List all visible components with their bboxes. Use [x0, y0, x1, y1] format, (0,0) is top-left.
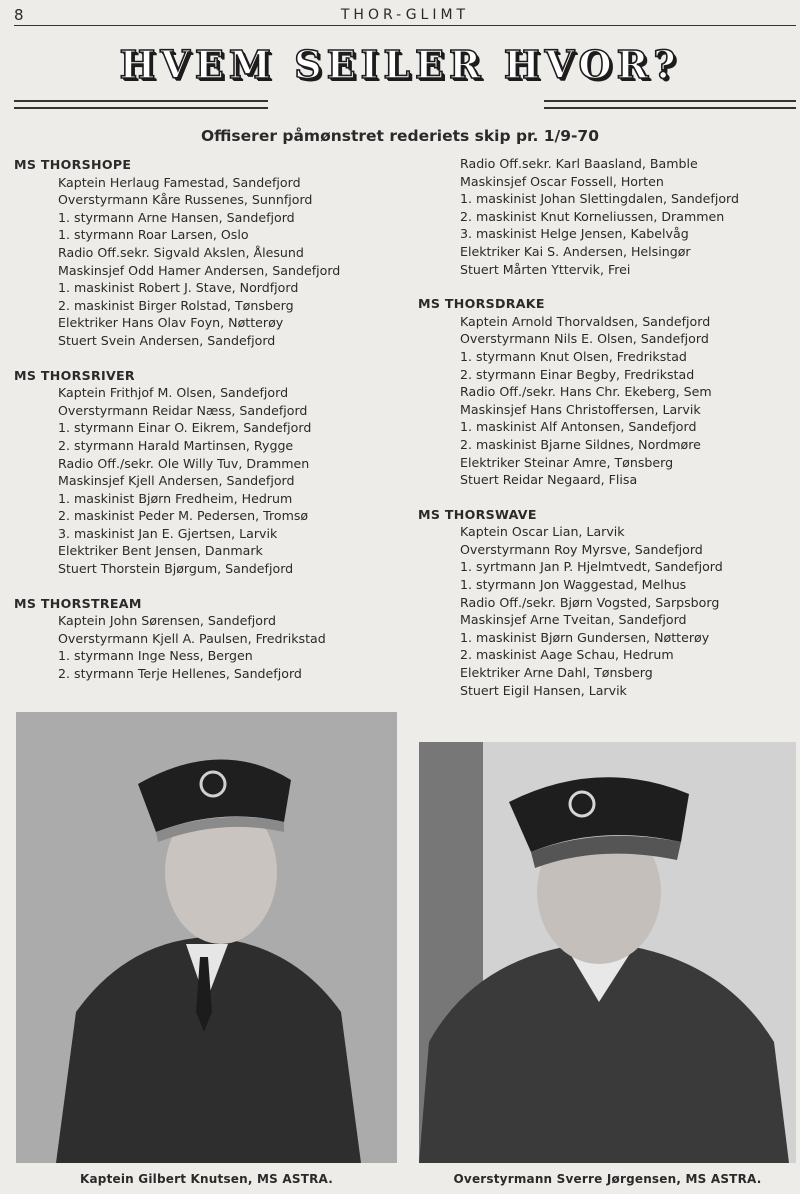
crew-member: Radio Off./sekr. Bjørn Vogsted, Sarpsborg — [460, 594, 720, 610]
crew-member: 1. styrmann Arne Hansen, Sandefjord — [58, 209, 295, 225]
photo-chief-officer — [419, 742, 796, 1163]
crew-member: Elektriker Hans Olav Foyn, Nøtterøy — [58, 315, 284, 331]
crew-member: 3. maskinist Helge Jensen, Kabelvåg — [460, 226, 689, 242]
ship-name: MS THORSHOPE — [14, 157, 132, 172]
crew-member: Maskinsjef Arne Tveitan, Sandefjord — [460, 612, 687, 628]
ship-entry — [14, 156, 414, 350]
crew-member: 1. styrmann Jon Waggestad, Melhus — [460, 577, 687, 593]
crew-list — [418, 313, 798, 489]
crew-member: Radio Off./sekr. Hans Chr. Ekeberg, Sem — [460, 384, 712, 400]
crew-member: Maskinsjef Odd Hamer Andersen, Sandefjord — [58, 262, 341, 278]
ship-entry — [14, 367, 414, 578]
title-rule-left — [14, 100, 268, 109]
crew-member: 1. maskinist Alf Antonsen, Sandefjord — [460, 419, 697, 435]
ship-entry — [418, 506, 798, 700]
crew-member: Overstyrmann Roy Myrsve, Sandefjord — [460, 541, 703, 557]
crew-member: 1. maskinist Johan Slettingdalen, Sandefjord — [460, 191, 740, 207]
header-rule — [14, 25, 796, 26]
crew-member: Overstyrmann Kjell A. Paulsen, Fredrikstad — [58, 630, 326, 646]
crew-member: Maskinsjef Oscar Fossell, Horten — [460, 173, 664, 189]
page-number: 8 — [14, 6, 24, 24]
ship-entry — [14, 595, 414, 683]
crew-member: Elektriker Kai S. Andersen, Helsingør — [460, 243, 691, 259]
crew-member: 2. maskinist Knut Korneliussen, Drammen — [460, 208, 725, 224]
crew-list — [14, 384, 414, 578]
crew-list — [14, 174, 414, 350]
photo-captain — [16, 712, 397, 1163]
right-ship-list — [418, 295, 798, 699]
crew-member: 1. styrmann Einar O. Eikrem, Sandefjord — [58, 420, 312, 436]
ship-entry — [418, 295, 798, 489]
article-subtitle: Offiserer påmønstret rederiets skip pr. 1/9-70 — [200, 127, 600, 145]
ship-name: MS THORSWAVE — [418, 506, 537, 522]
crew-member: 2. maskinist Bjarne Sildnes, Nordmøre — [460, 436, 701, 452]
right-column — [418, 155, 798, 716]
page-header — [14, 4, 796, 26]
crew-member: Stuert Thorstein Bjørgum, Sandefjord — [58, 561, 294, 577]
ship-continuation — [418, 155, 798, 278]
crew-member: Radio Off.sekr. Karl Baasland, Bamble — [460, 156, 698, 171]
title-rule-right — [544, 100, 796, 109]
crew-member: Kaptein John Sørensen, Sandefjord — [58, 613, 276, 629]
crew-list — [418, 523, 798, 699]
crew-member: Maskinsjef Kjell Andersen, Sandefjord — [58, 473, 295, 489]
crew-member: Elektriker Steinar Amre, Tønsberg — [460, 454, 674, 470]
crew-member: 1. maskinist Bjørn Gundersen, Nøtterøy — [460, 629, 710, 645]
crew-member: 3. maskinist Jan E. Gjertsen, Larvik — [58, 525, 278, 541]
crew-member: Radio Off.sekr. Sigvald Akslen, Ålesund — [58, 244, 304, 260]
magazine-name: THOR-GLIMT — [340, 7, 470, 23]
crew-member: 2. styrmann Einar Begby, Fredrikstad — [460, 366, 695, 382]
crew-member: 1. styrmann Knut Olsen, Fredrikstad — [460, 348, 687, 364]
crew-list — [418, 155, 798, 278]
page-title: HVEM SEILER HVOR? — [119, 42, 681, 87]
crew-member: Overstyrmann Reidar Næss, Sandefjord — [58, 402, 308, 418]
ship-name: MS THORSTREAM — [14, 595, 142, 611]
crew-member: Stuert Reidar Negaard, Flisa — [460, 472, 638, 488]
crew-member: 2. maskinist Peder M. Pedersen, Tromsø — [58, 508, 309, 524]
crew-member: Overstyrmann Nils E. Olsen, Sandefjord — [460, 331, 709, 347]
crew-member: 1. styrmann Roar Larsen, Oslo — [58, 227, 249, 243]
crew-member: 1. styrmann Inge Ness, Bergen — [58, 648, 253, 664]
crew-member: Overstyrmann Kåre Russenes, Sunnfjord — [58, 192, 313, 208]
crew-member: Stuert Svein Andersen, Sandefjord — [58, 332, 276, 348]
left-column — [14, 156, 414, 700]
crew-list — [14, 612, 414, 682]
photo-caption-1: Kaptein Gilbert Knutsen, MS ASTRA. — [80, 1172, 333, 1186]
crew-member: 1. syrtmann Jan P. Hjelmtvedt, Sandefjord — [460, 559, 723, 575]
crew-member: Kaptein Herlaug Famestad, Sandefjord — [58, 174, 301, 190]
crew-member: Kaptein Frithjof M. Olsen, Sandefjord — [58, 385, 289, 401]
crew-member: 2. maskinist Birger Rolstad, Tønsberg — [58, 297, 294, 313]
crew-member: 1. maskinist Robert J. Stave, Nordfjord — [58, 280, 299, 296]
crew-member: 1. maskinist Bjørn Fredheim, Hedrum — [58, 490, 293, 506]
photo-caption-2: Overstyrmann Sverre Jørgensen, MS ASTRA. — [453, 1172, 762, 1186]
crew-member: Stuert Mårten Yttervik, Frei — [460, 261, 631, 277]
crew-member: 2. maskinist Aage Schau, Hedrum — [460, 647, 674, 663]
ship-name: MS THORSRIVER — [14, 367, 135, 383]
crew-member: 2. styrmann Terje Hellenes, Sandefjord — [58, 666, 302, 682]
ship-name: MS THORSDRAKE — [418, 296, 545, 312]
crew-member: Maskinsjef Hans Christoffersen, Larvik — [460, 401, 701, 417]
crew-member: Kaptein Arnold Thorvaldsen, Sandefjord — [460, 313, 711, 329]
crew-member: Elektriker Bent Jensen, Danmark — [58, 543, 263, 559]
crew-member: Radio Off./sekr. Ole Willy Tuv, Drammen — [58, 455, 310, 471]
crew-member: 2. styrmann Harald Martinsen, Rygge — [58, 437, 294, 453]
crew-member: Kaptein Oscar Lian, Larvik — [460, 524, 625, 540]
crew-member: Elektriker Arne Dahl, Tønsberg — [460, 665, 653, 681]
crew-member: Stuert Eigil Hansen, Larvik — [460, 682, 627, 698]
